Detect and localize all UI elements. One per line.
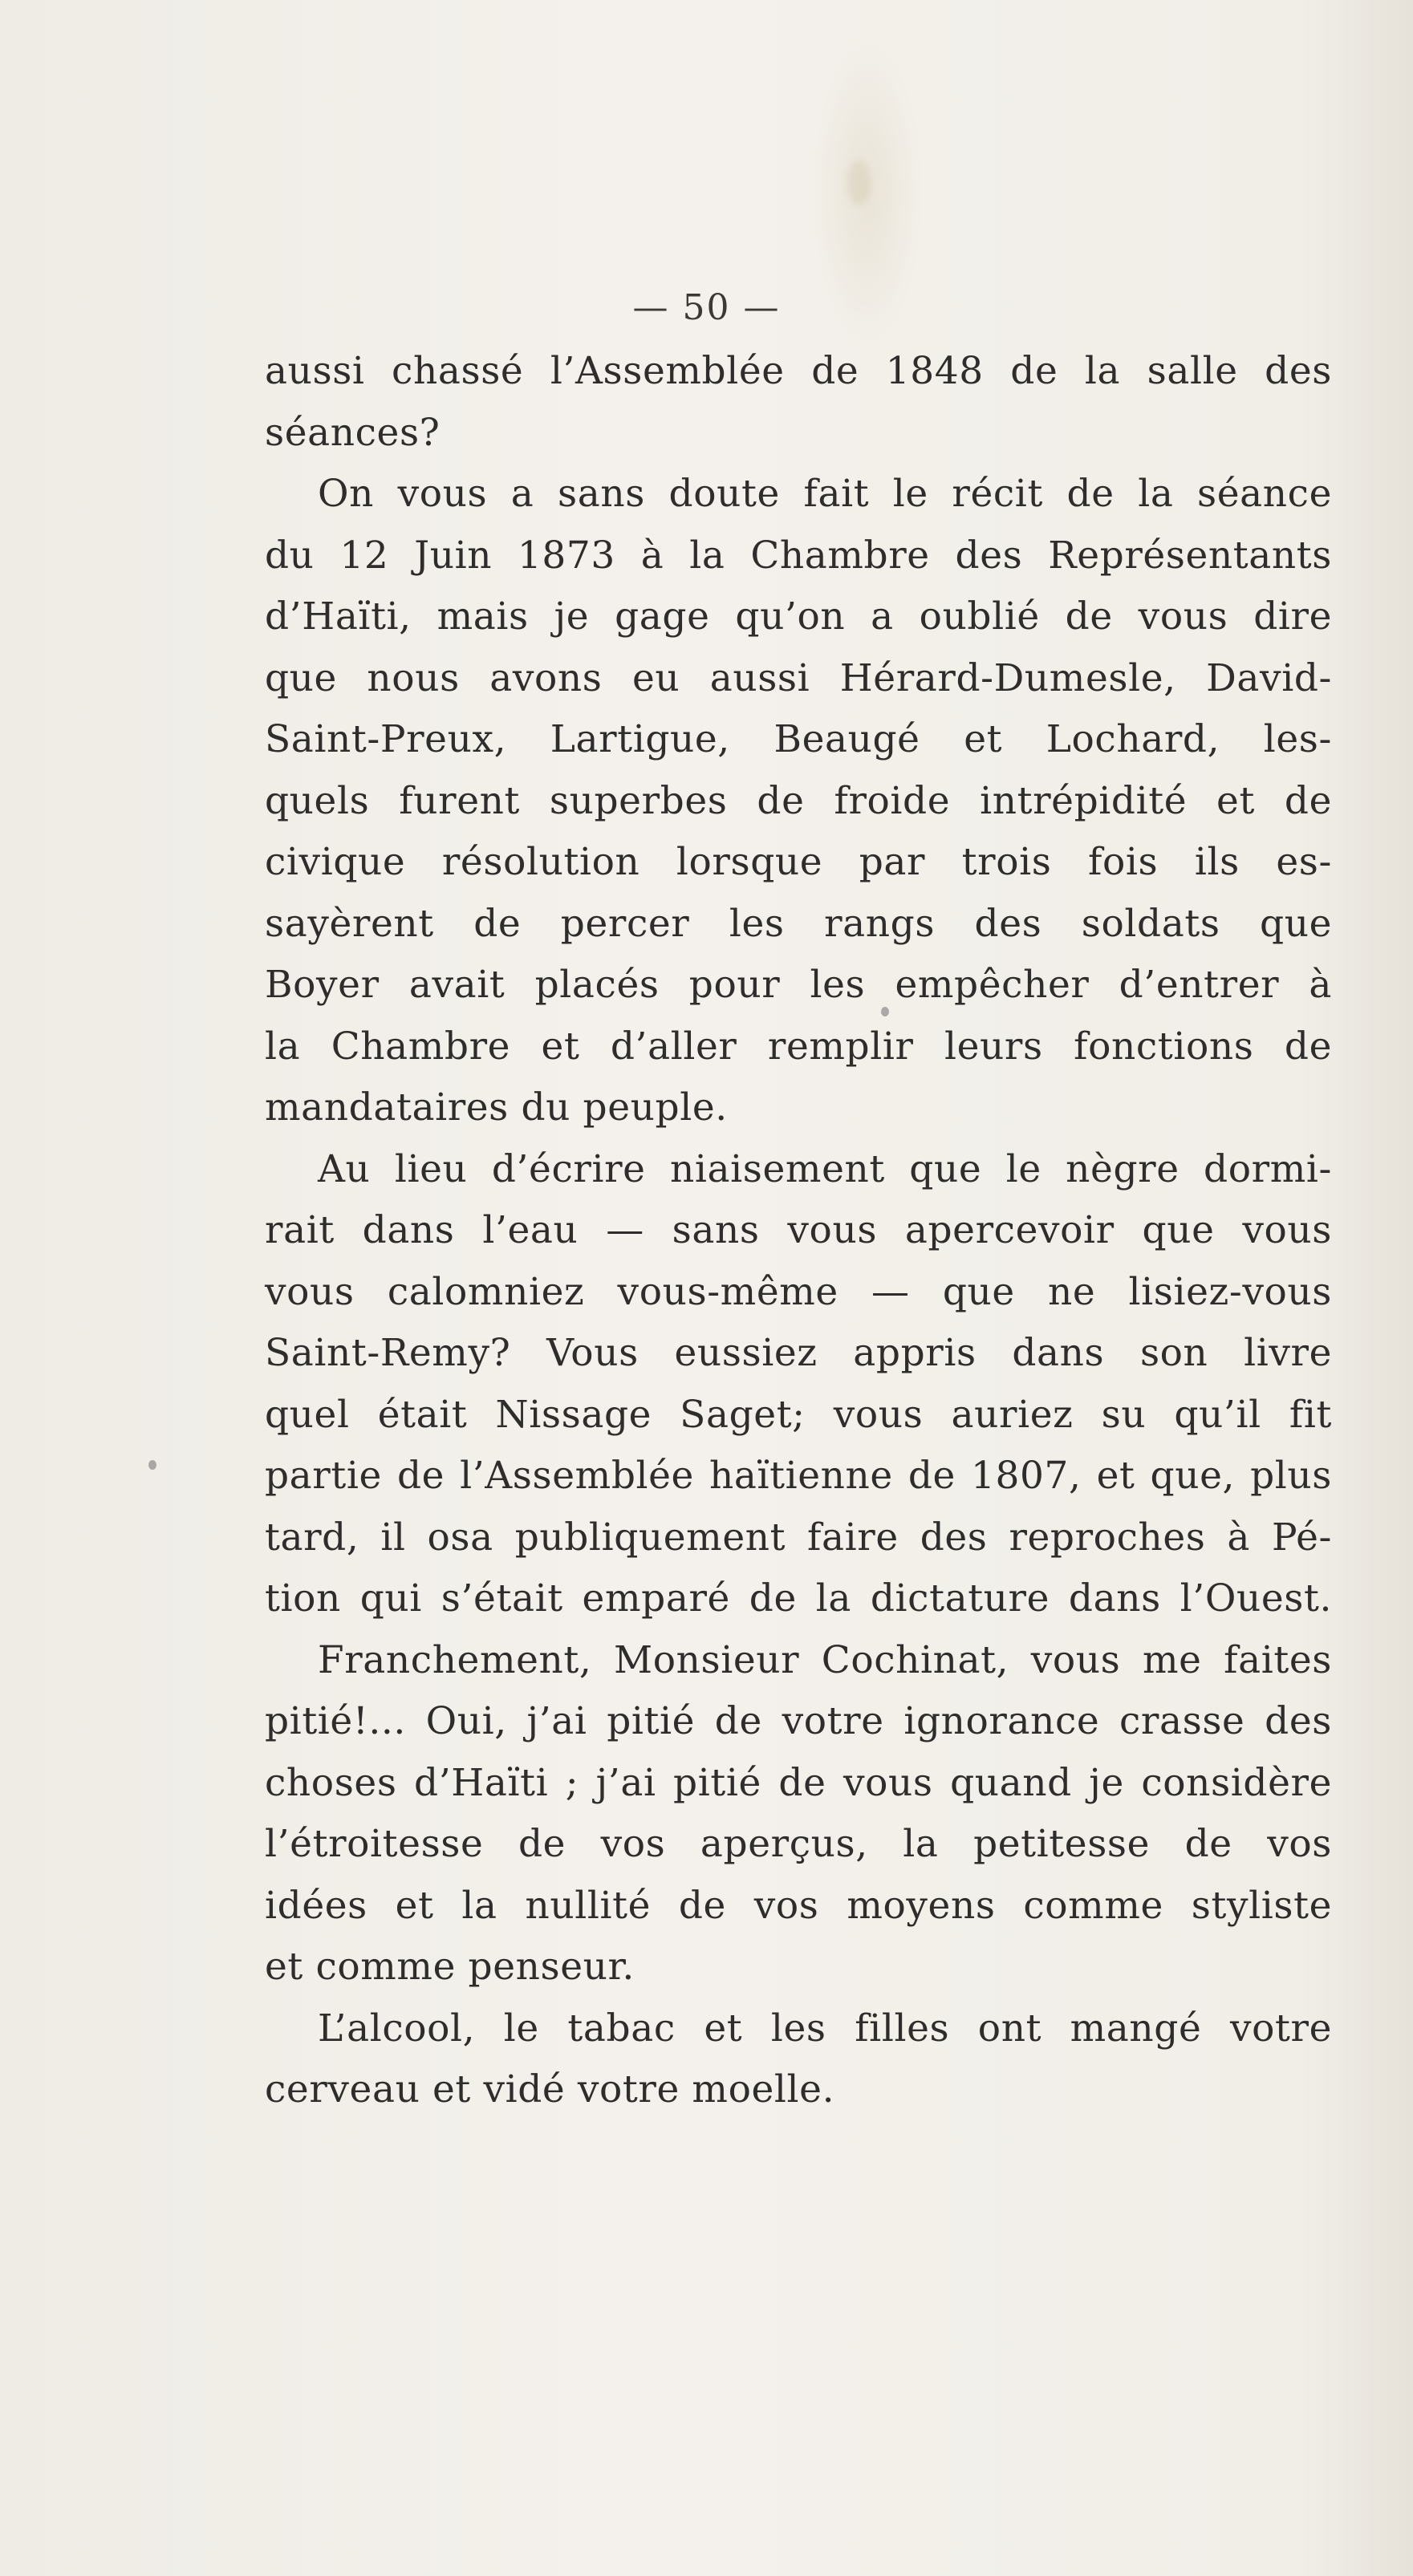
text-line: choses d’Haïti ; j’ai pitié de vous quand je considère [265, 1760, 1332, 1805]
text-line: tion qui s’était emparé de la dictature dans l’Ouest. [265, 1576, 1332, 1621]
text-line: quel était Nissage Saget; vous auriez su qu’il fit [265, 1392, 1332, 1437]
text-line: l’étroitesse de vos aperçus, la petitesse de vos [265, 1822, 1332, 1866]
text-line: Boyer avait placés pour les empêcher d’entrer à [265, 963, 1332, 1007]
text-line: cerveau et vidé votre moelle. [265, 2067, 835, 2112]
text-line: On vous a sans doute fait le récit de la séance [318, 472, 1332, 516]
text-line: et comme penseur. [265, 1945, 635, 1989]
text-line: pitié!... Oui, j’ai pitié de votre ignorance crasse des [265, 1699, 1332, 1743]
text-line: L’alcool, le tabac et les filles ont mangé votre [318, 2006, 1332, 2051]
text-line: Saint-Preux, Lartigue, Beaugé et Lochard, les- [265, 717, 1332, 761]
text-line: partie de l’Assemblée haïtienne de 1807, et que, plus [265, 1454, 1332, 1498]
text-line: idées et la nullité de vos moyens comme styliste [265, 1883, 1332, 1928]
text-line: quels furent superbes de froide intrépidité et de [265, 778, 1332, 823]
text-line: Saint-Remy? Vous eussiez appris dans son livre [265, 1331, 1332, 1375]
ink-speck [148, 1460, 156, 1470]
text-line: Au lieu d’écrire niaisement que le nègre dormi- [318, 1146, 1332, 1191]
text-line: rait dans l’eau — sans vous apercevoir que vous [265, 1208, 1332, 1252]
text-line: mandataires du peuple. [265, 1085, 728, 1130]
body-text [265, 341, 1332, 2121]
text-line: la Chambre et d’aller remplir leurs fonctions de [265, 1024, 1332, 1069]
page-number: — 50 — [632, 287, 781, 328]
text-line: d’Haïti, mais je gage qu’on a oublié de vous dire [265, 594, 1332, 639]
text-line: civique résolution lorsque par trois fois ils es- [265, 840, 1332, 884]
text-line: sayèrent de percer les rangs des soldats que [265, 901, 1332, 946]
text-line: séances? [265, 410, 441, 455]
text-line: du 12 Juin 1873 à la Chambre des Représentants [265, 533, 1332, 578]
text-line: tard, il osa publiquement faire des reproches à Pé- [265, 1515, 1332, 1560]
paper-stain [847, 160, 871, 205]
text-line: vous calomniez vous-même — que ne lisiez-vous [265, 1269, 1332, 1314]
text-line: Franchement, Monsieur Cochinat, vous me faites [318, 1637, 1332, 1682]
text-line: que nous avons eu aussi Hérard-Dumesle, David- [265, 655, 1332, 700]
text-line: aussi chassé l’Assemblée de 1848 de la salle des [265, 349, 1332, 393]
